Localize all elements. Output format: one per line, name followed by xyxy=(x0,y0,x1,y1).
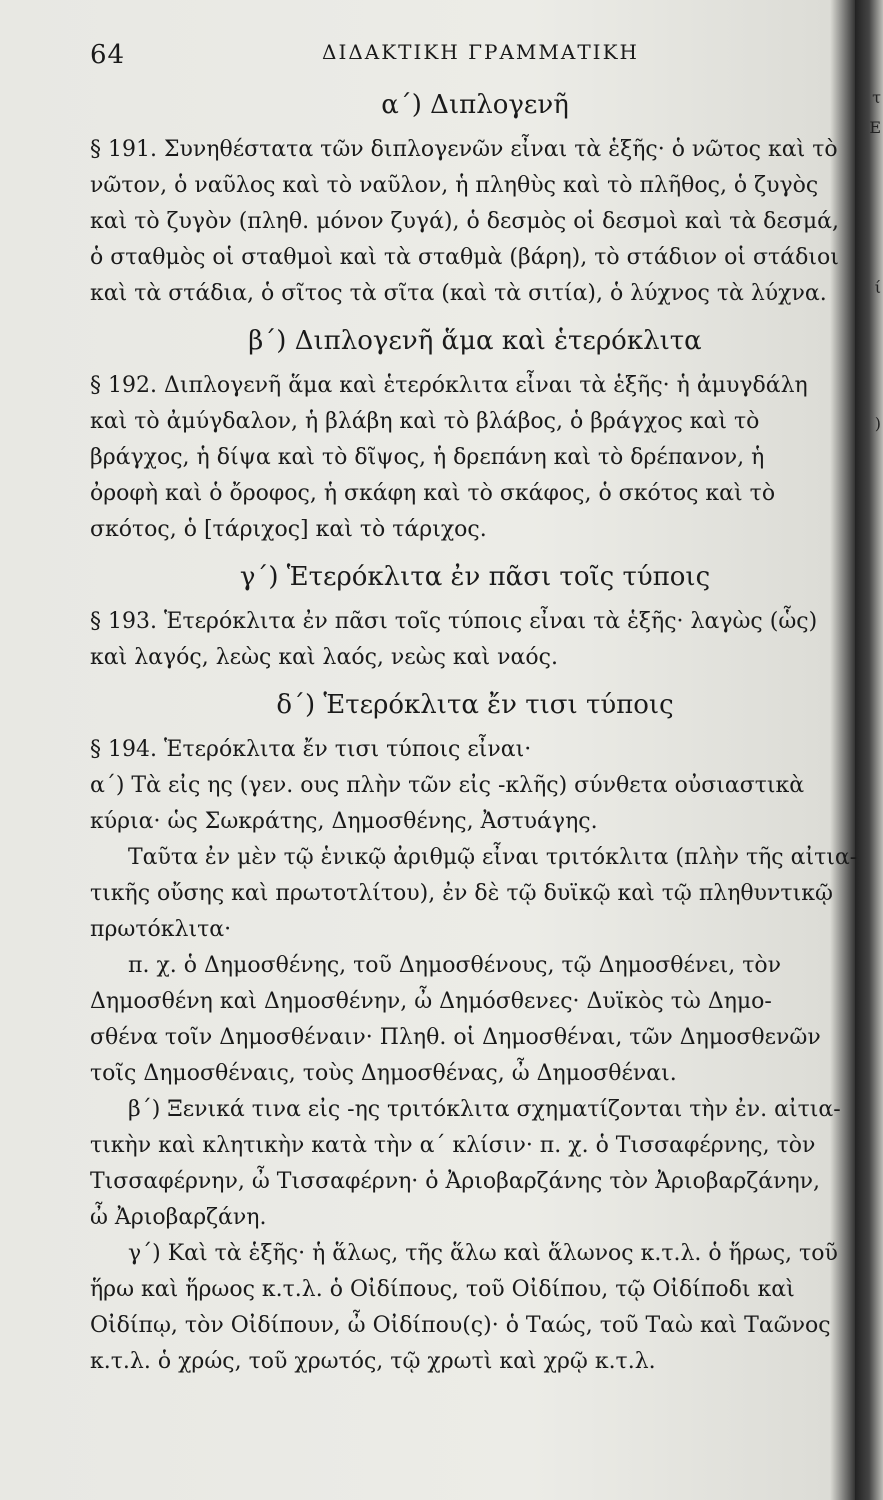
page-body xyxy=(90,84,860,1388)
text-line: Τισσαφέρνην, ὦ Τισσαφέρνη· ὁ Ἀριοβαρζάνης τὸν Ἀριοβαρζάνην, xyxy=(90,1169,821,1194)
text-line: καὶ λαγός, λεὼς καὶ λαός, νεὼς καὶ ναός. xyxy=(90,645,558,670)
text-line: § 192. Διπλογενῆ ἅμα καὶ ἑτερόκλιτα εἶναι τὰ ἑξῆς· ἡ ἀμυγδάλη xyxy=(90,373,808,398)
paragraph-194 xyxy=(90,732,860,1380)
text-line: καὶ τὸ ἀμύγδαλον, ἡ βλάβη καὶ τὸ βλάβος, ὁ βράγχος καὶ τὸ xyxy=(90,409,760,434)
section-heading: β΄) Διπλογενῆ ἅμα καὶ ἑτερόκλιτα xyxy=(248,326,702,356)
text-line: Οἰδίπῳ, τὸν Οἰδίπουν, ὦ Οἰδίπου(ς)· ὁ Ταώς, τοῦ Ταὼ καὶ Ταῶνος xyxy=(90,1313,831,1338)
text-line: τικῆς οὔσης καὶ πρωτοτλίτου), ἐν δὲ τῷ δυϊκῷ καὶ τῷ πληθυντικῷ xyxy=(90,881,833,906)
text-line: β΄) Ξενικά τινα εἰς -ης τριτόκλιτα σχηματίζονται τὴν ἐν. αἰτια- xyxy=(128,1097,841,1122)
paragraph-191 xyxy=(90,132,860,312)
paragraph-193 xyxy=(90,604,860,676)
text-line: καὶ τὰ στάδια, ὁ σῖτος τὰ σῖτα (καὶ τὰ σιτία), ὁ λύχνος τὰ λύχνα. xyxy=(90,281,827,306)
text-line: καὶ τὸ ζυγὸν (πληθ. μόνον ζυγά), ὁ δεσμὸς οἱ δεσμοὶ καὶ τὰ δεσμά, xyxy=(90,209,839,234)
text-line: γ΄) Καὶ τὰ ἑξῆς· ἡ ἅλως, τῆς ἅλω καὶ ἅλωνος κ.τ.λ. ὁ ἥρως, τοῦ xyxy=(128,1241,838,1266)
text-line: τικὴν καὶ κλητικὴν κατὰ τὴν α΄ κλίσιν· π. χ. ὁ Τισσαφέρνης, τὸν xyxy=(90,1133,816,1158)
edge-mark: Ε xyxy=(869,118,881,137)
text-line: ὁ σταθμὸς οἱ σταθμοὶ καὶ τὰ σταθμὰ (βάρη), τὸ στάδιον οἱ στάδιοι xyxy=(90,245,839,270)
text-line: § 191. Συνηθέστατα τῶν διπλογενῶν εἶναι τὰ ἑξῆς· ὁ νῶτος καὶ τὸ xyxy=(90,137,838,162)
section-heading: δ΄) Ἑτερόκλιτα ἔν τισι τύποις xyxy=(276,690,674,720)
text-line: κύρια· ὡς Σωκράτης, Δημοσθένης, Ἀστυάγης. xyxy=(90,809,598,834)
edge-mark: τ xyxy=(872,88,881,107)
text-line: § 194. Ἑτερόκλιτα ἔν τισι τύποις εἶναι· xyxy=(90,737,532,762)
text-line: Δημοσθένη καὶ Δημοσθένην, ὦ Δημόσθενες· Δυϊκὸς τὼ Δημο- xyxy=(90,989,772,1014)
text-line: κ.τ.λ. ὁ χρώς, τοῦ χρωτός, τῷ χρωτὶ καὶ χρῷ κ.τ.λ. xyxy=(90,1349,656,1374)
text-line: α΄) Τὰ εἰς ης (γεν. ους πλὴν τῶν εἰς -κλῆς) σύνθετα οὐσιαστικὰ xyxy=(90,773,805,798)
edge-mark: ) xyxy=(874,414,881,433)
paragraph-192 xyxy=(90,368,860,548)
text-line: βράγχος, ἡ δίψα καὶ τὸ δῖψος, ἡ δρεπάνη καὶ τὸ δρέπανον, ἡ xyxy=(90,445,765,470)
page-header xyxy=(90,32,850,72)
text-line: σθένα τοῖν Δημοσθέναιν· Πληθ. οἱ Δημοσθέναι, τῶν Δημοσθενῶν xyxy=(90,1025,821,1050)
text-line: τοῖς Δημοσθέναις, τοὺς Δημοσθένας, ὦ Δημοσθέναι. xyxy=(90,1061,677,1086)
text-line: νῶτον, ὁ ναῦλος καὶ τὸ ναῦλον, ἡ πληθὺς καὶ τὸ πλῆθος, ὁ ζυγὸς xyxy=(90,173,819,198)
text-line: Ταῦτα ἐν μὲν τῷ ἑνικῷ ἀριθμῷ εἶναι τριτόκλιτα (πλὴν τῆς αἰτια- xyxy=(128,845,858,870)
page-number: 64 xyxy=(90,40,126,70)
running-head: ΔΙΔΑΚΤΙΚΗ ΓΡΑΜΜΑΤΙΚΗ xyxy=(322,40,639,64)
text-line: § 193. Ἑτερόκλιτα ἐν πᾶσι τοῖς τύποις εἶναι τὰ ἑξῆς· λαγὼς (ὧς) xyxy=(90,609,818,634)
text-line: ὀροφὴ καὶ ὁ ὄροφος, ἡ σκάφη καὶ τὸ σκάφος, ὁ σκότος καὶ τὸ xyxy=(90,481,776,506)
text-line: πρωτόκλιτα· xyxy=(90,917,232,942)
edge-mark: ί xyxy=(874,278,881,297)
text-line: ὦ Ἀριοβαρζάνη. xyxy=(90,1205,267,1230)
section-heading: α΄) Διπλογενῆ xyxy=(381,90,569,120)
text-line: ἥρω καὶ ἥρωος κ.τ.λ. ὁ Οἰδίπους, τοῦ Οἰδίπου, τῷ Οἰδίποδι καὶ xyxy=(90,1277,795,1302)
text-line: σκότος, ὁ [τάριχος] καὶ τὸ τάριχος. xyxy=(90,517,487,542)
section-heading: γ΄) Ἑτερόκλιτα ἐν πᾶσι τοῖς τύποις xyxy=(239,562,711,592)
text-line: π. χ. ὁ Δημοσθένης, τοῦ Δημοσθένους, τῷ Δημοσθένει, τὸν xyxy=(128,953,782,978)
